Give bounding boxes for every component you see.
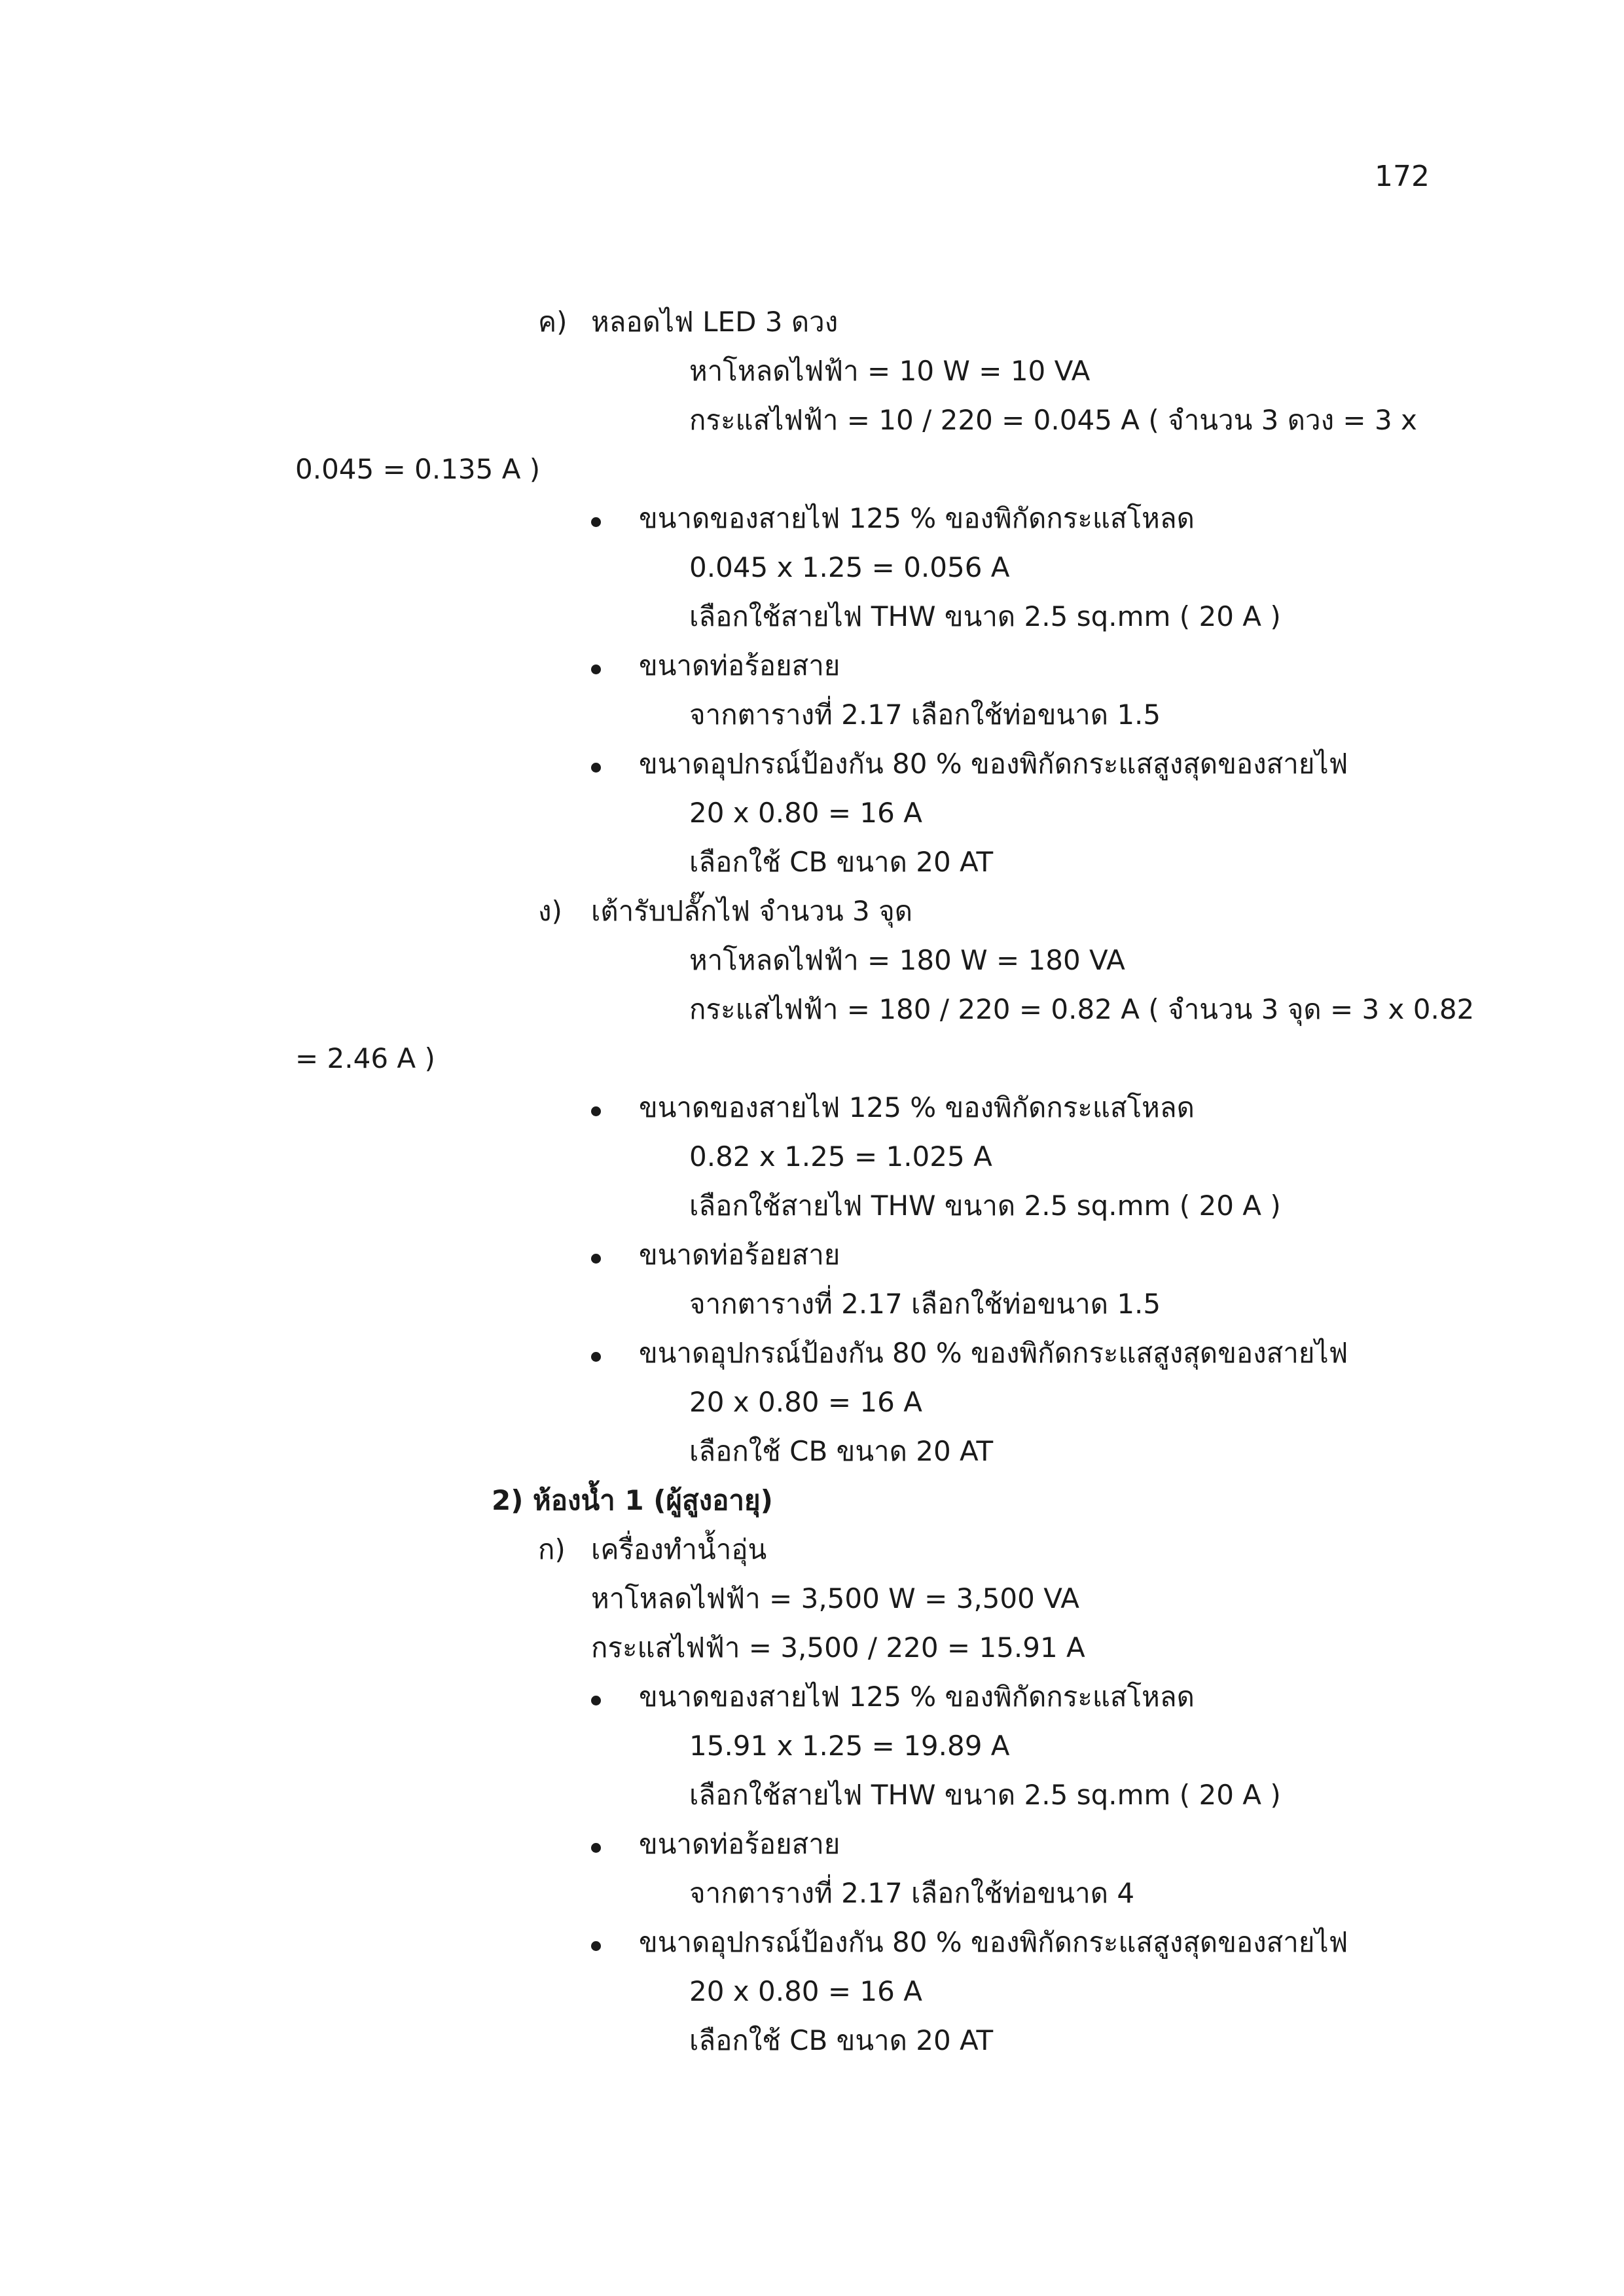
room-heading: 2) ห้องน้ำ 1 (ผู้สูงอายุ) bbox=[492, 1484, 773, 1516]
section-d-protect-select: เลือกใช้ CB ขนาด 20 AT bbox=[689, 1435, 994, 1467]
section-c-conduit-select: จากตารางที่ 2.17 เลือกใช้ท่อขนาด 1.5 bbox=[689, 699, 1161, 731]
section-d-conduit-select: จากตารางที่ 2.17 เลือกใช้ท่อขนาด 1.5 bbox=[689, 1288, 1161, 1320]
section-d-protect-title: ขนาดอุปกรณ์ป้องกัน 80 % ของพิกัดกระแสสูงสุดของสายไฟ bbox=[639, 1337, 1348, 1369]
section-d-wire-calc: 0.82 x 1.25 = 1.025 A bbox=[689, 1140, 992, 1173]
section-c-wire-select: เลือกใช้สายไฟ THW ขนาด 2.5 sq.mm ( 20 A ) bbox=[689, 600, 1281, 632]
section-d-current-2: = 2.46 A ) bbox=[295, 1042, 435, 1074]
section-k-marker: ก) bbox=[538, 1533, 566, 1565]
section-k-protect-select: เลือกใช้ CB ขนาด 20 AT bbox=[689, 2024, 994, 2056]
section-d-marker: ง) bbox=[538, 895, 562, 927]
section-d-wire-title: ขนาดของสายไฟ 125 % ของพิกัดกระแสโหลด bbox=[639, 1091, 1195, 1123]
section-k-wire-title: ขนาดของสายไฟ 125 % ของพิกัดกระแสโหลด bbox=[639, 1681, 1195, 1713]
section-d-current-1: กระแสไฟฟ้า = 180 / 220 = 0.82 A ( จำนวน 3 จุด = 3 x 0.82 bbox=[689, 993, 1475, 1025]
section-c-current-1: กระแสไฟฟ้า = 10 / 220 = 0.045 A ( จำนวน 3 ดวง = 3 x bbox=[689, 404, 1417, 436]
bullet-icon bbox=[591, 1843, 601, 1853]
section-c-marker: ค) bbox=[538, 306, 568, 338]
section-k-current: กระแสไฟฟ้า = 3,500 / 220 = 15.91 A bbox=[591, 1631, 1085, 1664]
page-number: 172 bbox=[1375, 160, 1430, 193]
section-d-load: หาโหลดไฟฟ้า = 180 W = 180 VA bbox=[689, 944, 1125, 976]
bullet-icon bbox=[591, 1254, 601, 1264]
section-k-wire-select: เลือกใช้สายไฟ THW ขนาด 2.5 sq.mm ( 20 A ) bbox=[689, 1779, 1281, 1811]
section-k-title: เครื่องทำน้ำอุ่น bbox=[591, 1533, 767, 1565]
section-k-wire-calc: 15.91 x 1.25 = 19.89 A bbox=[689, 1730, 1010, 1762]
section-c-title: หลอดไฟ LED 3 ดวง bbox=[591, 306, 839, 338]
section-c-protect-calc: 20 x 0.80 = 16 A bbox=[689, 797, 922, 829]
section-d-conduit-title: ขนาดท่อร้อยสาย bbox=[639, 1239, 840, 1271]
section-k-protect-title: ขนาดอุปกรณ์ป้องกัน 80 % ของพิกัดกระแสสูงสุดของสายไฟ bbox=[639, 1926, 1348, 1958]
bullet-icon bbox=[591, 1941, 601, 1951]
section-d-wire-select: เลือกใช้สายไฟ THW ขนาด 2.5 sq.mm ( 20 A ) bbox=[689, 1190, 1281, 1222]
bullet-icon bbox=[591, 763, 601, 773]
section-c-current-2: 0.045 = 0.135 A ) bbox=[295, 453, 541, 485]
section-c-wire-title: ขนาดของสายไฟ 125 % ของพิกัดกระแสโหลด bbox=[639, 502, 1195, 534]
section-c-protect-title: ขนาดอุปกรณ์ป้องกัน 80 % ของพิกัดกระแสสูงสุดของสายไฟ bbox=[639, 748, 1348, 780]
section-c-wire-calc: 0.045 x 1.25 = 0.056 A bbox=[689, 551, 1010, 583]
section-d-protect-calc: 20 x 0.80 = 16 A bbox=[689, 1386, 922, 1418]
bullet-icon bbox=[591, 665, 601, 674]
bullet-icon bbox=[591, 1106, 601, 1116]
bullet-icon bbox=[591, 1696, 601, 1705]
section-c-load: หาโหลดไฟฟ้า = 10 W = 10 VA bbox=[689, 355, 1091, 387]
section-k-load: หาโหลดไฟฟ้า = 3,500 W = 3,500 VA bbox=[591, 1582, 1079, 1614]
section-c-conduit-title: ขนาดท่อร้อยสาย bbox=[639, 649, 840, 682]
bullet-icon bbox=[591, 1352, 601, 1362]
section-c-protect-select: เลือกใช้ CB ขนาด 20 AT bbox=[689, 846, 994, 878]
section-k-protect-calc: 20 x 0.80 = 16 A bbox=[689, 1975, 922, 2007]
section-k-conduit-select: จากตารางที่ 2.17 เลือกใช้ท่อขนาด 4 bbox=[689, 1877, 1135, 1909]
bullet-icon bbox=[591, 517, 601, 527]
section-d-title: เต้ารับปลั๊กไฟ จำนวน 3 จุด bbox=[591, 895, 912, 927]
section-k-conduit-title: ขนาดท่อร้อยสาย bbox=[639, 1828, 840, 1860]
